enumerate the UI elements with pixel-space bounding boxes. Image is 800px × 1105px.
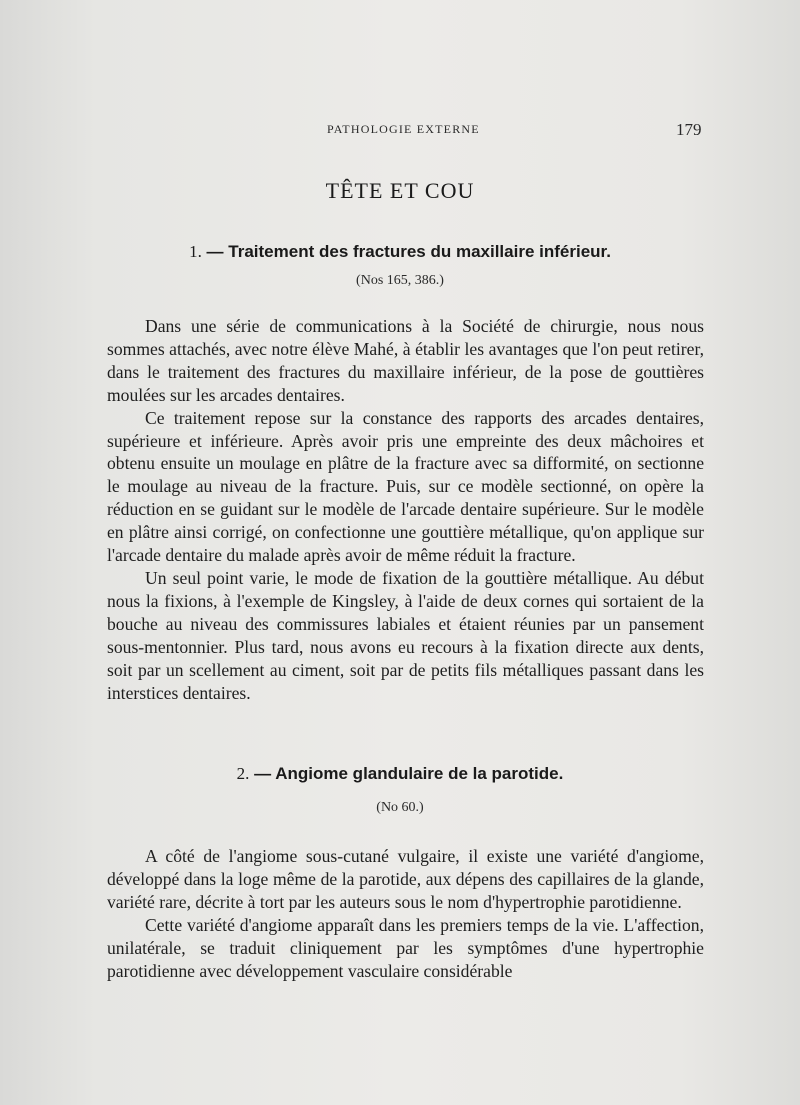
paragraph: Un seul point varie, le mode de fixation de la gouttière métallique. Au début nous la fixions, à l'exemple de Kingsley, à l'aide de deux cornes qui sortaient de la bouche au niveau des commissures labiales et étaient réunies par un pansement sous-mentonnier. Plus tard, nous avons eu recours à la fixation directe aux dents, soit par un scellement au ciment, soit par de petits fils métalliques passant dans les interstices dentaires.	[107, 567, 704, 703]
section-body-1	[107, 315, 704, 704]
chapter-title: TÊTE ET COU	[325, 178, 475, 203]
section-number: 2.	[236, 764, 250, 783]
section-refs-1: (Nos 165, 386.)	[356, 273, 444, 288]
section-dash: —	[206, 242, 224, 261]
section-title: Traitement des fractures du maxillaire inférieur.	[228, 242, 611, 261]
running-title: PATHOLOGIE EXTERNE	[327, 122, 480, 136]
running-head	[0, 122, 800, 142]
section-dash: —	[254, 764, 272, 783]
paragraph: A côté de l'angiome sous-cutané vulgaire, il existe une variété d'angiome, développé dans la loge même de la parotide, aux dépens des capillaires de la glande, variété rare, décrite à tort par les auteurs sous le nom d'hypertrophie parotidienne.	[107, 846, 704, 912]
section-number: 1.	[189, 242, 202, 261]
paragraph: Ce traitement repose sur la constance des rapports des arcades dentaires, supérieure et inférieure. Après avoir pris une empreinte des deux mâchoires et obtenu ensuite un moulage en plâtre de la fracture avec sa difformité, on sectionne le moulage au niveau de la fracture. Puis, sur ce modèle sectionné, on opère la réduction en se guidant sur le modèle de l'arcade dentaire supérieure. Sur le modèle en plâtre ainsi corrigé, on confectionne une gouttière métallique, qu'on applique sur l'arcade dentaire du malade après avoir de même réduit la fracture.	[107, 407, 704, 566]
page-number: 179	[676, 120, 702, 139]
paragraph: Dans une série de communications à la Société de chirurgie, nous nous sommes attachés, avec notre élève Mahé, à établir les avantages que l'on peut retirer, dans le traitement des fractures du maxillaire inférieur, de la pose de gouttières moulées sur les arcades dentaires.	[107, 316, 704, 405]
section-body-2	[107, 845, 704, 982]
section-title: Angiome glandulaire de la parotide.	[275, 764, 564, 783]
section-heading-2	[0, 764, 800, 784]
paragraph: Cette variété d'angiome apparaît dans les premiers temps de la vie. L'affection, unilatérale, se traduit cliniquement par les symptômes d'une hypertrophie parotidienne avec développement vasculaire considérable	[107, 914, 704, 981]
section-heading-1	[0, 242, 800, 262]
section-refs-2: (No 60.)	[376, 800, 424, 815]
